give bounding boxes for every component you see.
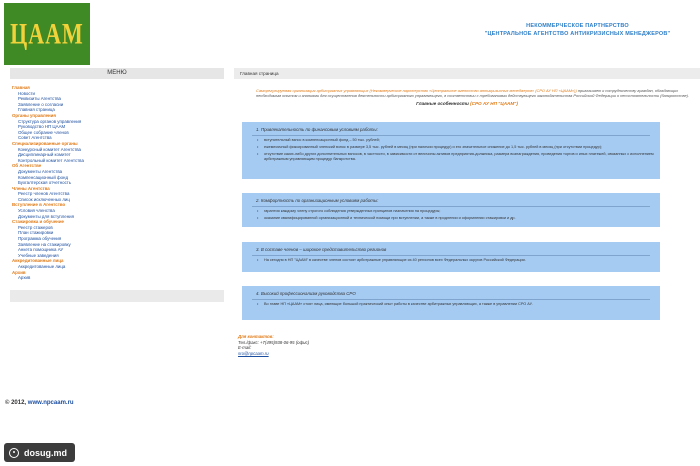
menu-item[interactable]: Общее собрание членов — [18, 129, 69, 135]
menu-item[interactable]: Реестр членов Агентства — [18, 191, 70, 197]
footer-site-link[interactable]: www.npcaam.ru — [27, 400, 74, 406]
menu-item[interactable]: Компенсационный фонд — [18, 174, 69, 180]
main-content — [234, 68, 700, 106]
menu-item[interactable]: Условия членства — [18, 208, 55, 214]
menu-item[interactable]: Заявление на стажировку — [18, 241, 71, 247]
menu-item[interactable]: Реквизиты Агентства — [18, 96, 61, 102]
feature-item: • оказание квалифицированной организационной и технической помощи при вступлении, а также в продлении и оформлении стажировки и др. — [242, 214, 660, 221]
menu-item[interactable]: План стажировки — [18, 230, 54, 236]
menu-item[interactable]: Новости — [18, 90, 35, 96]
menu-item[interactable]: Главная страница — [18, 107, 55, 113]
menu-item[interactable]: Контрольный комитет Агентства — [18, 157, 84, 163]
contacts-phone: Тел./факс: +7(495)938-06-95 (офис) — [238, 339, 310, 345]
contacts-email-link[interactable]: sro@npcaam.ru — [238, 350, 269, 356]
menu-category[interactable]: Стажировка и обучение — [12, 219, 64, 225]
menu-item[interactable]: Руководство НП ЦААМ — [18, 124, 66, 130]
intro-text — [234, 88, 700, 98]
sidebar — [10, 68, 224, 302]
contacts-heading: Для контактов: — [238, 334, 274, 339]
menu-item[interactable]: Реестр стажеров — [18, 224, 53, 230]
feature-box-financial — [242, 122, 660, 179]
menu-item[interactable]: Бухгалтерская отчетность — [18, 180, 72, 186]
feature-box-leadership — [242, 286, 660, 320]
intro-highlight: Саморегулируемая организация арбитражных управляющих (Некоммерческое партнерство «Центральное агентство антикризисных менеджеров» (СРО АУ НП «ЦААМ»)) — [256, 88, 577, 93]
intro-rest: приглашает к сотрудничеству граждан, обладающих необходимым опытом и знаниями для осуществления деятельности арбитражного управляющего, в соответствии с требованиями действующего законодательства Российской Федерации о несостоятельности (банкротстве). — [256, 88, 689, 98]
menu-item[interactable]: Документы для вступления — [18, 213, 74, 219]
menu-item[interactable]: Учебные заведения — [18, 252, 59, 258]
feature-box-organizational — [242, 193, 660, 227]
menu-item[interactable]: Дисциплинарный комитет — [18, 152, 71, 158]
org-line-1: НЕКОММЕРЧЕСКОЕ ПАРТНЕРСТВО — [526, 23, 629, 29]
menu-category[interactable]: Архив — [12, 269, 26, 275]
feature-box-regions — [242, 242, 660, 272]
feature-heading: 3. В составе членов – широкое представительство регионов — [256, 247, 387, 252]
menu-item[interactable]: Список исключенных лиц — [18, 196, 70, 202]
menu-item[interactable]: Структура органов управления — [18, 118, 82, 124]
menu-category[interactable]: Члены Агентства — [12, 185, 50, 191]
menu-category[interactable]: Главная — [12, 85, 30, 90]
menu-category[interactable]: Вступление в Агентство — [12, 202, 66, 208]
watermark-text: dosug.md — [24, 447, 67, 458]
feature-item: • гарантия каждому члену строгого соблюдения утвержденных принципов назначения на процедуры; — [242, 207, 660, 214]
breadcrumb — [234, 68, 700, 79]
features-title-plain: Главные особенности — [416, 101, 469, 106]
site-logo[interactable] — [4, 3, 90, 65]
feature-item: • ежемесячный фиксированный членский взнос в размере 3,5 тыс. рублей в месяц (при наличии процедур) и его значительное снижение до 1,5 тыс. рублей в месяц (при отсутствии процедур); — [242, 143, 660, 150]
feature-heading: 2. Комфортность по организационным условиям работы: — [256, 198, 379, 203]
menu-item[interactable]: Программа обучения — [18, 236, 62, 242]
feature-item: • Во главе НП «ЦААМ» стоят лица, имеющие большой практический опыт работы в качестве арбитражных управляющих, а также в управлении СРО АУ. — [242, 300, 660, 307]
breadcrumb-current: Главная страница — [240, 71, 279, 76]
menu-item[interactable]: Документы Агентства — [18, 168, 63, 174]
menu-item[interactable]: Аккредитованные лица — [18, 264, 66, 269]
feature-item: • вступительный взнос в компенсационный фонд – 50 тыс. рублей; — [242, 136, 660, 143]
watermark-badge — [4, 443, 75, 462]
menu-title: МЕНЮ — [10, 68, 224, 79]
features-title — [234, 101, 700, 106]
footer — [5, 400, 74, 406]
org-line-2: "ЦЕНТРАЛЬНОЕ АГЕНТСТВО АНТИКРИЗИСНЫХ МЕНЕДЖЕРОВ" — [484, 31, 671, 37]
sidebar-menu — [10, 85, 224, 281]
menu-item[interactable]: Архив — [18, 275, 31, 281]
feature-heading: 1. Привлекательность по финансовым условиям работы: — [256, 127, 378, 132]
location-pin-icon — [9, 448, 19, 458]
sidebar-bottom-bar — [10, 290, 224, 302]
menu-category[interactable]: Специализированные органы — [12, 140, 78, 146]
footer-copyright: © 2012, — [5, 400, 28, 406]
menu-item[interactable]: Конкурсный комитет Агентства — [18, 146, 81, 152]
features-title-highlight: (СРО АУ НП "ЦААМ") — [470, 101, 518, 106]
menu-category[interactable]: Об Агентстве — [12, 163, 42, 169]
feature-item: • отсутствие каких-либо других дополнительных взносов, в частности, в зависимости от величины активов предприятия-должника, размера вознаграждения, проведения торгов и иных платежей, связанных с исполнением арбитражным управляющим процедур банкротства. — [242, 150, 660, 162]
feature-heading: 4. Высокий профессионализм руководства СРО — [256, 291, 356, 296]
menu-category[interactable]: Аккредитованные лица — [12, 258, 64, 264]
feature-item: • На сегодня в НП "ЦААМ" в качестве членов состоят арбитражные управляющие из 40 регионов всех Федеральных округов Российской Федерации. — [242, 256, 660, 263]
menu-item[interactable]: Анкета помощника АУ — [18, 247, 64, 253]
menu-item[interactable]: Заявление о согласии — [18, 101, 64, 107]
menu-category[interactable]: Органы управления — [12, 112, 56, 118]
logo-text: ЦААМ — [10, 16, 84, 51]
org-header — [455, 22, 700, 38]
contacts-email-label: E-mail: — [238, 345, 252, 351]
menu-item[interactable]: Совет Агентства — [18, 135, 52, 141]
contacts-block — [238, 334, 309, 356]
